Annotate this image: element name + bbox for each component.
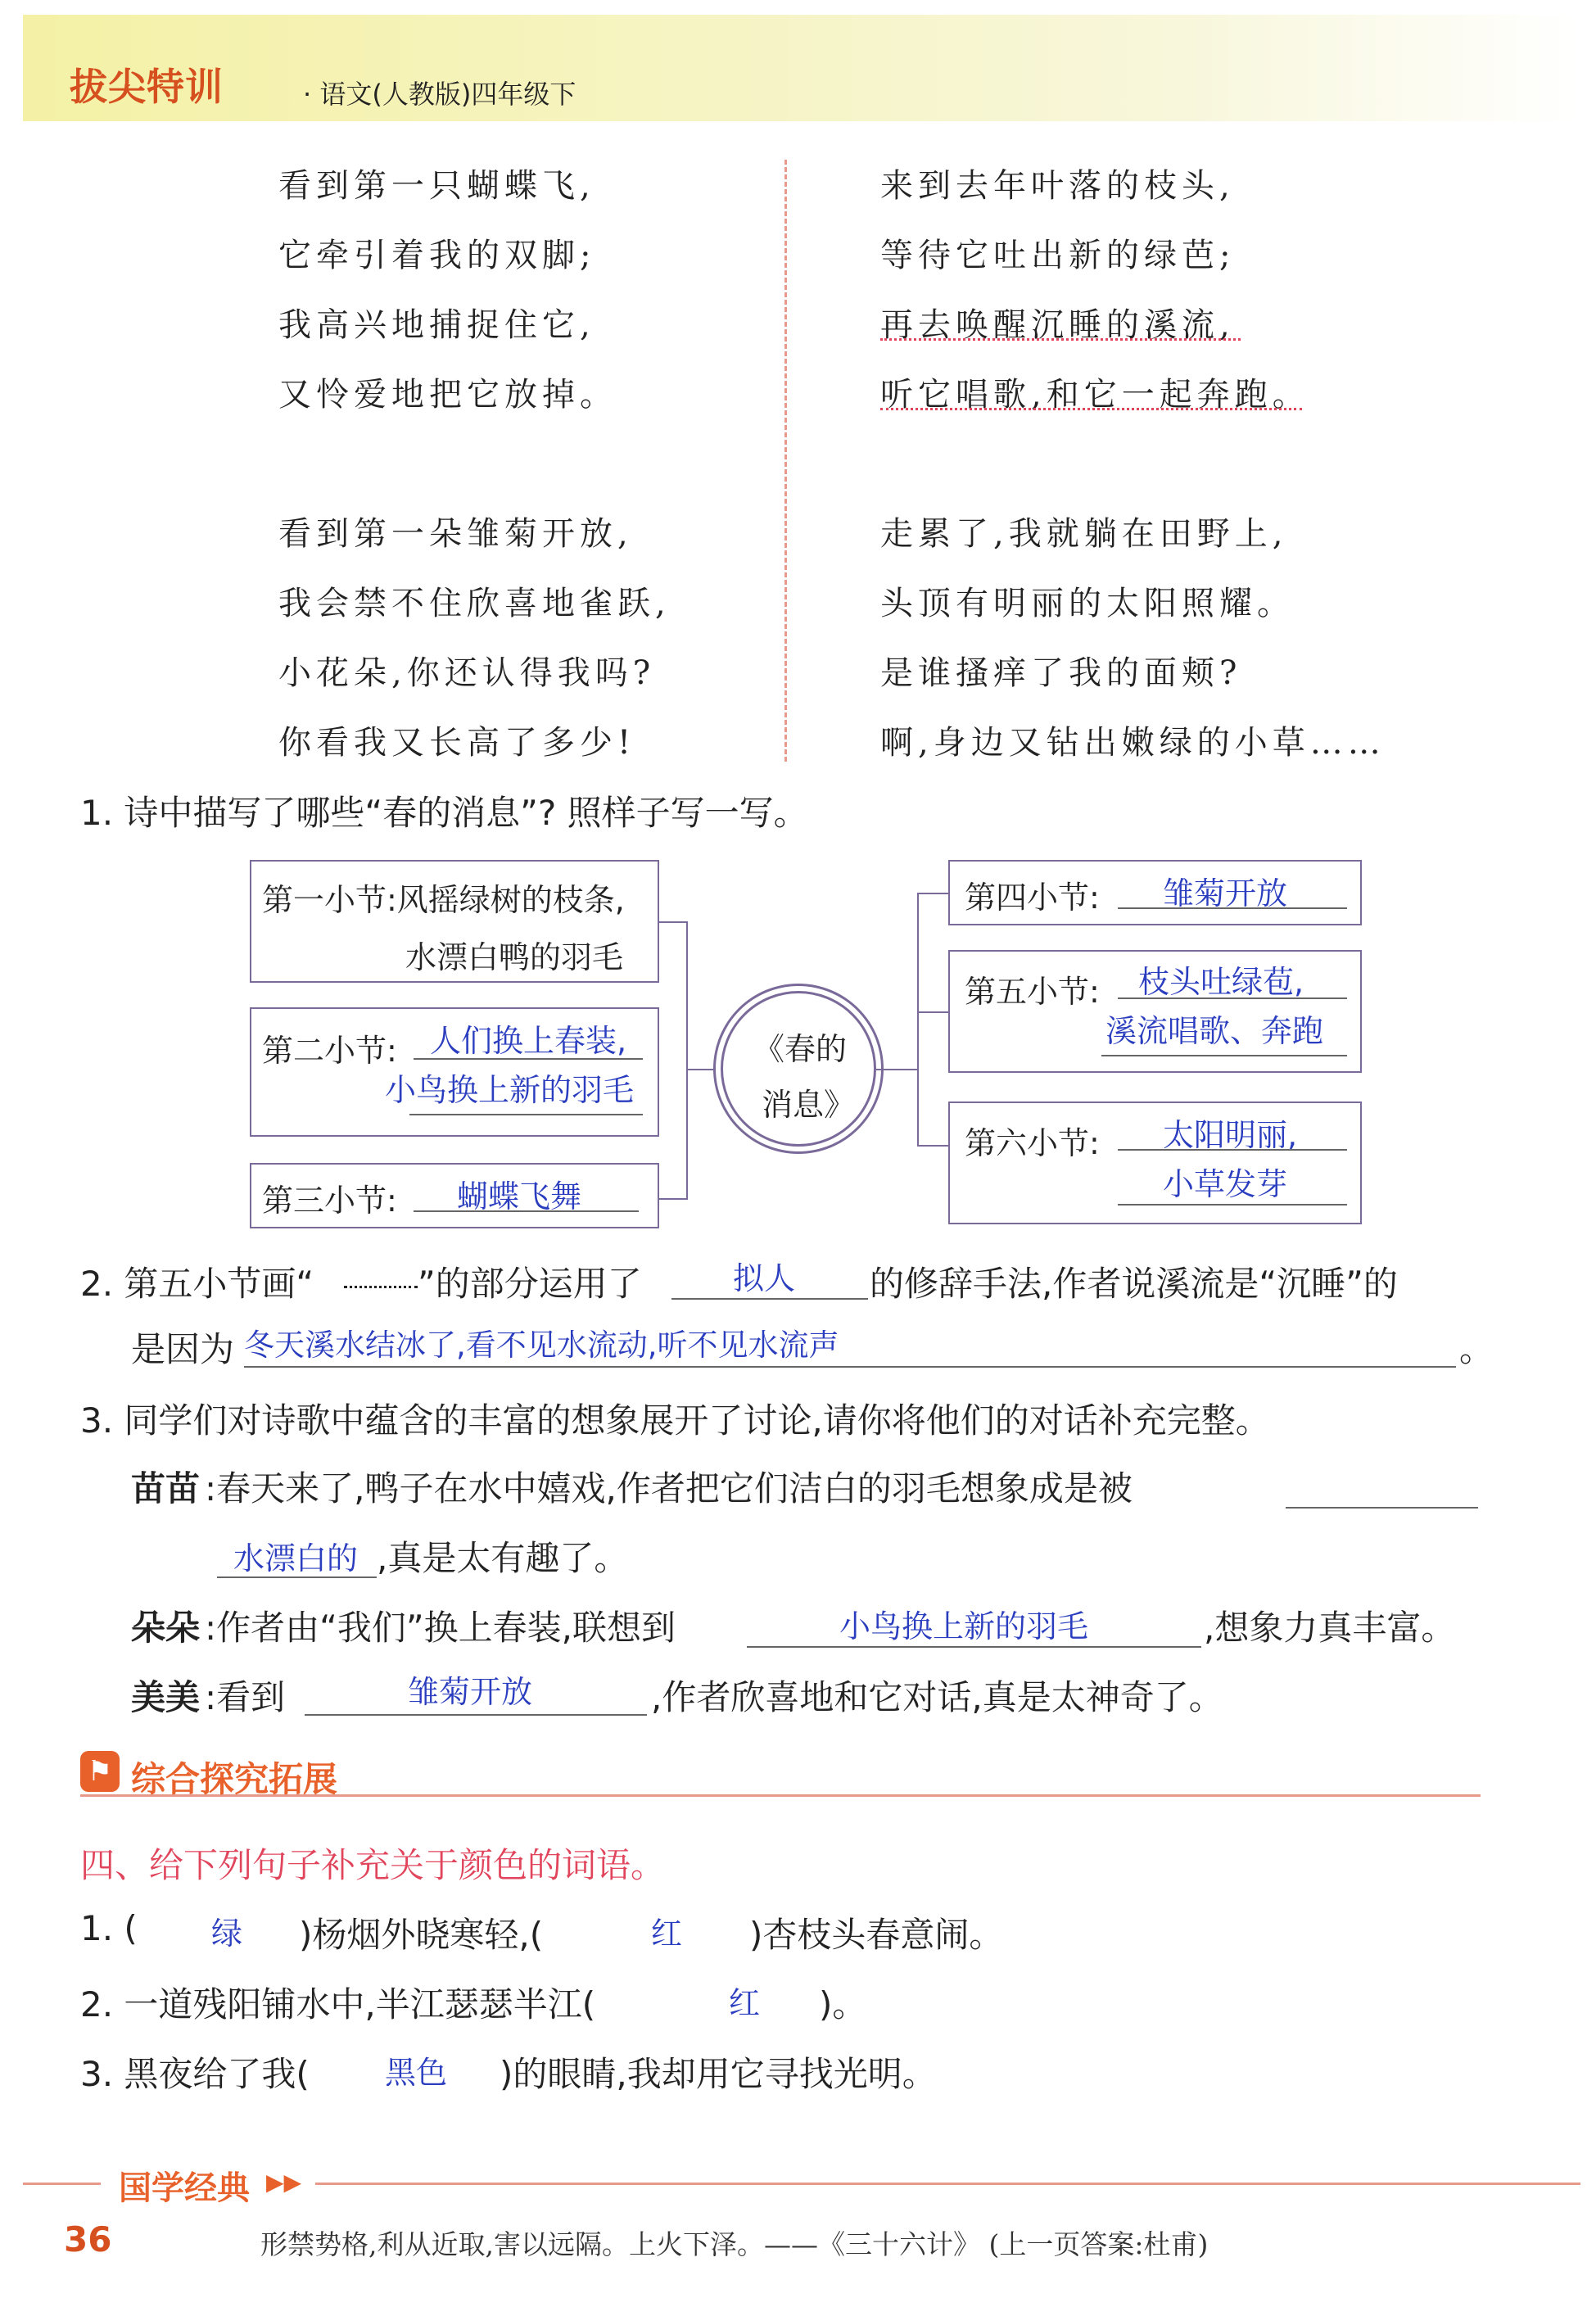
footer-line-right (315, 2183, 1580, 2185)
part4-title: 四、给下列句子补充关于颜色的词语。 (80, 1845, 666, 1885)
answer-line (1118, 1204, 1347, 1206)
question-1: 1. 诗中描写了哪些“春的消息”? 照样子写一写。 (80, 793, 808, 833)
section6-answer-2: 小草发芽 (1163, 1166, 1288, 1202)
poem-line: 头顶有明丽的太阳照耀。 (880, 585, 1295, 622)
double-arrow-icon: ▶▶ (266, 2169, 302, 2196)
section3-answer: 蝴蝶飞舞 (457, 1178, 582, 1215)
section5-answer-2: 溪流唱歌、奔跑 (1105, 1013, 1324, 1049)
poem-line: 我会禁不住欣喜地雀跃, (278, 585, 671, 622)
poem-left-bottom (278, 508, 671, 786)
page-number: 36 (64, 2219, 112, 2260)
answer-line (1118, 907, 1347, 909)
q2-part2: ”的部分运用了 (418, 1264, 642, 1304)
p4-l1-answer-1: 绿 (211, 1916, 243, 1952)
section4-label: 第四小节: (965, 880, 1100, 916)
answer-line (244, 1366, 1456, 1368)
speaker-miaomiao: 苗苗 (131, 1468, 201, 1509)
section-title: 综合探究拓展 (131, 1759, 338, 1799)
miaomiao-end: ,真是太有趣了。 (377, 1538, 629, 1578)
poem-line: 又怜爱地把它放掉。 (278, 376, 617, 414)
poem-line: 它牵引着我的双脚; (278, 237, 596, 274)
p4-l2-answer: 红 (729, 1985, 761, 2021)
poem-right-top (880, 160, 1310, 438)
poem-line: 等待它吐出新的绿芭; (880, 237, 1236, 274)
q2-part3: 的修辞手法,作者说溪流是“沉睡”的 (870, 1264, 1398, 1304)
center-title-1: 《春的 (753, 1031, 848, 1067)
poem-line: 来到去年叶落的枝头, (880, 167, 1235, 205)
speaker-duoduo: 朵朵 (131, 1608, 201, 1648)
poem-line: 你看我又长高了多少! (278, 724, 636, 762)
poem-line: 看到第一朵雏菊开放, (278, 515, 633, 553)
p4-l1-a: 1. ( (80, 1908, 138, 1948)
p4-l1-c: )杏枝头春意闹。 (749, 1915, 1004, 1955)
poem-line: 再去唤醒沉睡的溪流, (880, 306, 1235, 344)
brand-title: 拔尖特训 (70, 65, 224, 109)
q2-part1: 2. 第五小节画“ (80, 1264, 314, 1304)
footer-title: 国学经典 (119, 2169, 250, 2207)
section2-answer-2: 小鸟换上新的羽毛 (385, 1072, 635, 1108)
left-connector (686, 1069, 723, 1070)
book-subtitle: · 语文(人教版)四年级下 (303, 79, 576, 110)
q2-part4: 是因为 (131, 1329, 235, 1369)
p4-l1-b: )杨烟外晓寒轻,( (299, 1915, 544, 1955)
meimei-text: :看到 (205, 1677, 286, 1717)
q2-answer-1: 拟人 (733, 1260, 796, 1296)
p4-l3-answer: 黑色 (385, 2055, 448, 2091)
poem-line: 是谁搔痒了我的面颊? (880, 654, 1242, 692)
section6-label: 第六小节: (965, 1125, 1100, 1161)
p4-l2-b: )。 (819, 1984, 867, 2024)
poem-line: 看到第一只蝴蝶飞, (278, 167, 595, 205)
poem-line: 我高兴地捕捉住它, (278, 306, 595, 344)
answer-line (1118, 1149, 1347, 1151)
poem-divider (784, 160, 787, 762)
poem-line: 啊,身边又钻出嫩绿的小草…… (880, 724, 1386, 762)
section4-answer: 雏菊开放 (1163, 875, 1288, 911)
right-connector-mid (917, 1011, 950, 1013)
answer-line (747, 1646, 1201, 1648)
answer-line (217, 1576, 377, 1578)
section2-label: 第二小节: (262, 1033, 397, 1069)
page-header-band (23, 15, 1579, 121)
answer-line (305, 1714, 647, 1716)
miaomiao-answer: 水漂白的 (233, 1540, 359, 1576)
p4-l1-answer-2: 红 (651, 1916, 683, 1952)
meimei-answer: 雏菊开放 (408, 1674, 533, 1710)
q2-end: 。 (1459, 1329, 1494, 1369)
section-figure-icon: ⚑ (80, 1751, 120, 1792)
answer-line (1101, 1055, 1347, 1056)
wavy-underline-mark (880, 401, 1302, 410)
section6-answer-1: 太阳明丽, (1163, 1117, 1298, 1153)
section1-line2: 水漂白鸭的羽毛 (405, 939, 624, 975)
answer-line (409, 1114, 643, 1115)
poem-left-top (278, 160, 617, 438)
wavy-underline-mark (880, 332, 1241, 341)
p4-l3-a: 3. 黑夜给了我( (80, 2054, 310, 2094)
poem-line: 听它唱歌,和它一起奔跑。 (880, 376, 1310, 414)
poem-line: 走累了,我就躺在田野上, (880, 515, 1288, 553)
section5-answer-1: 枝头吐绿苞, (1138, 964, 1304, 1000)
section1-label: 第一小节:风摇绿树的枝条, (262, 882, 625, 918)
poem-right-bottom (880, 508, 1386, 786)
duoduo-answer: 小鸟换上新的羽毛 (839, 1608, 1089, 1644)
answer-line (414, 1058, 643, 1060)
wavy-line-sample (344, 1278, 418, 1288)
section5-label: 第五小节: (965, 974, 1100, 1010)
footer-line-left (23, 2183, 101, 2185)
question-3: 3. 同学们对诗歌中蕴含的丰富的想象展开了讨论,请你将他们的对话补充完整。 (80, 1400, 1270, 1441)
poem-line: 小花朵,你还认得我吗? (278, 654, 656, 692)
footer-quote: 形禁势格,利从近取,害以远隔。上火下泽。——《三十六计》 (上一页答案:杜甫) (260, 2228, 1209, 2260)
right-bracket (917, 893, 950, 1147)
left-bracket (659, 921, 688, 1200)
miaomiao-text: :春天来了,鸭子在水中嬉戏,作者把它们洁白的羽毛想象成是被 (205, 1468, 1133, 1509)
p4-l2-a: 2. 一道残阳铺水中,半江瑟瑟半江( (80, 1984, 596, 2024)
duoduo-text: :作者由“我们”换上春装,联想到 (205, 1608, 676, 1648)
center-title-2: 消息》 (762, 1087, 856, 1123)
answer-line (414, 1210, 639, 1212)
speaker-meimei: 美美 (131, 1677, 201, 1717)
q2-answer-2: 冬天溪水结冰了,看不见水流动,听不见水流声 (244, 1328, 839, 1363)
answer-line (671, 1298, 868, 1300)
right-connector (876, 1069, 917, 1070)
answer-line (1118, 997, 1347, 999)
section2-answer-1: 人们换上春装, (430, 1023, 627, 1059)
meimei-end: ,作者欣喜地和它对话,真是太神奇了。 (651, 1677, 1223, 1717)
duoduo-end: ,想象力真丰富。 (1204, 1608, 1456, 1648)
answer-line (1286, 1507, 1478, 1509)
section3-label: 第三小节: (262, 1183, 397, 1219)
p4-l3-b: )的眼睛,我却用它寻找光明。 (500, 2054, 937, 2094)
